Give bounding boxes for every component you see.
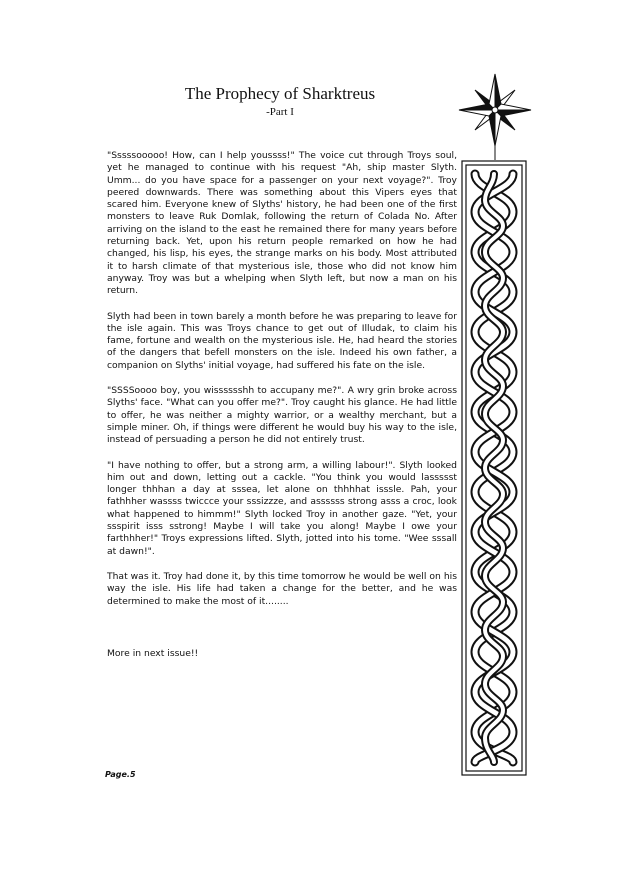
paragraph-3: "SSSSoooo boy, you wisssssshh to accupany me?". A wry grin broke across Slyths' face. "What can you offer me?". Troy caught his glance. He had little to offer, he was neither a mighty warrior, or a wealthy merchant, but a simple miner. Oh, if things were different he would buy his way to the isle, instead of persuading a person he did not entirely trust.: [107, 385, 457, 446]
story-body: [107, 150, 457, 621]
continued-note: More in next issue!!: [107, 648, 199, 659]
paragraph-1: "Sssssooooo! How, can I help youssss!" The voice cut through Troys soul, yet he managed to continue with his request "Ah, ship master Slyth. Umm... do you have space for a passenger on your next voyage?". Troy peered downwards. There was something about this Vipers eyes that scared him. Everyone knew of Slyths' history, he had been one of the first monsters to leave Ruk Domlak, following the return of Colada No. After arriving on the island to the east he remained there for many years before returning back. Yet, upon his return people remarked on how he had changed, his lisp, his eyes, the strange marks on his body. Most attributed it to harsh climate of that mysterious isle, those who did not know him anyway. Troy was but a whelping when Slyth left, but now a man on his return.: [107, 150, 457, 297]
paragraph-4: "I have nothing to offer, but a strong arm, a willing labour!". Slyth looked him out and down, letting out a cackle. "You think you would lassssst longer thhhan a day at sssea, let alone on thhhhat isssle. Pah, your fathhher wassss twiccce your sssizzze, and assssss strong asss a croc, look what happened to himmm!" Slyth locked Troy in another gaze. "Yet, your ssspirit isss sstrong! Maybe I will take you along! Maybe I owe your farthhher!" Troys expressions lifted. Slyth, jotted into his tome. "Wee sssall at dawn!".: [107, 459, 457, 557]
paragraph-5: That was it. Troy had done it, by this time tomorrow he would be well on his way the isle. His life had taken a change for the better, and he was determined to make the most of it........: [107, 570, 457, 607]
compass-rose-icon: [458, 72, 532, 160]
story-subtitle: -Part I: [266, 106, 294, 118]
story-title: The Prophecy of Sharktreus: [184, 84, 376, 103]
celtic-knot-border: [461, 160, 527, 776]
paragraph-2: Slyth had been in town barely a month before he was preparing to leave for the isle again. This was Troys chance to get out of Illudak, to claim his fame, fortune and wealth on the mysterious isle. He, had heard the stories of the dangers that befell monsters on the isle. Indeed his own father, a companion on Slyths' initial voyage, had suffered his fate on the isle.: [107, 310, 457, 371]
page-number: Page.5: [105, 770, 136, 779]
